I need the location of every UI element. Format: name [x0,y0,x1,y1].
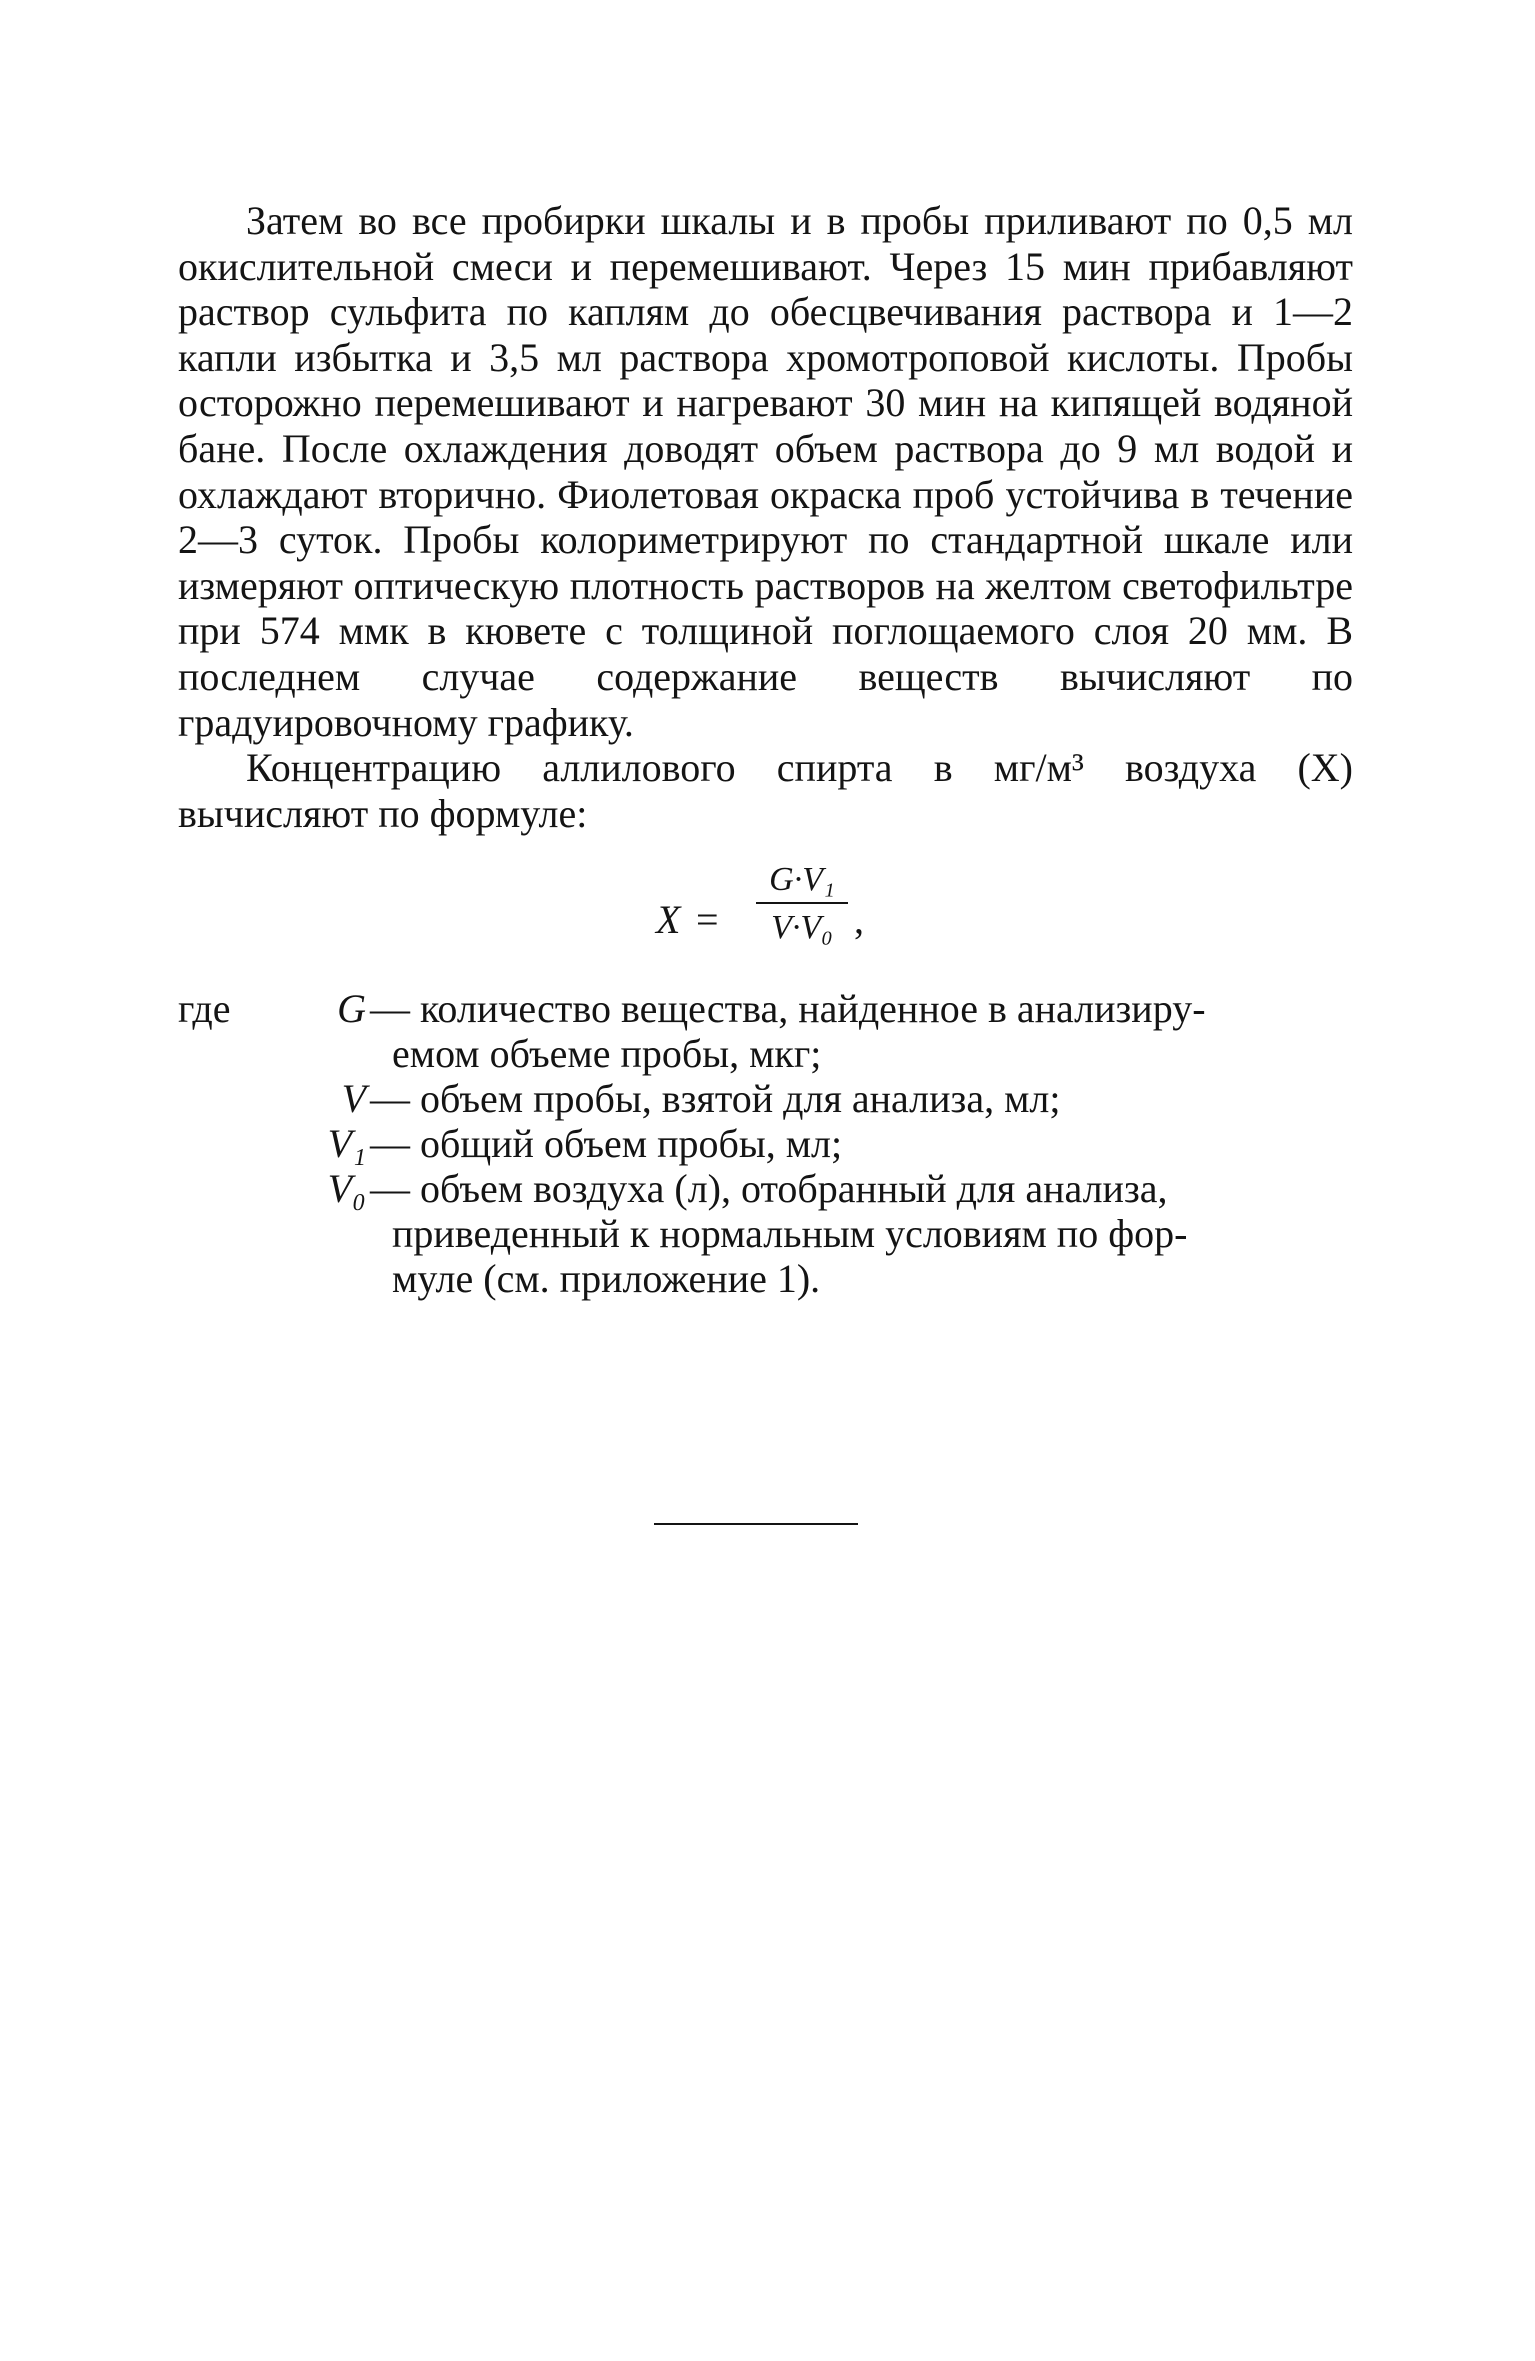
where-label: где [178,986,231,1032]
definition-v0 [178,1166,1353,1301]
definition-text: — объем воздуха (л), отобранный для анализа, [370,1166,1168,1212]
definition-symbol: V₁ [327,1121,366,1167]
definition-symbol: V [341,1076,366,1122]
definition-text-cont: емом объеме пробы, мкг; [392,1031,822,1077]
page-body [178,198,1353,1301]
definition-symbol: G [337,986,366,1032]
definition-text-cont: приведенный к нормальным условиям по фор- [392,1211,1188,1257]
formula-denominator: V·V₀ [771,909,833,947]
definition-g [178,986,1353,1076]
formula-lhs: X [656,897,681,943]
formula-numerator: G·V₁ [769,861,835,899]
definition-symbol: V₀ [327,1166,366,1212]
definition-text: — количество вещества, найденное в анализиру- [370,986,1206,1032]
formula-fraction [756,860,848,948]
definition-v [178,1076,1353,1121]
definitions-list [178,986,1353,1301]
fraction-bar [756,902,848,904]
definition-v1 [178,1121,1353,1166]
definition-text: — общий объем пробы, мл; [370,1121,843,1167]
definition-text-cont: муле (см. приложение 1). [392,1256,821,1302]
formula-equals: = [696,897,719,943]
formula [178,860,1353,978]
closing-rule [654,1523,858,1525]
paragraph-procedure: Затем во все пробирки шкалы и в пробы приливают по 0,5 мл окислительной смеси и перемешивают. Через 15 мин прибавляют раствор сульфита по каплям до обесцвечивания раствора и 1—2 капли избытка и 3,5 мл раствора хромотроповой кислоты. Пробы осторожно перемешивают и нагревают 30 мин на кипящей водяной бане. После охлаждения доводят объем раствора до 9 мл водой и охлаждают вторично. Фиолетовая окраска проб устойчива в течение 2—3 суток. Пробы колориметрируют по стандартной шкале или измеряют оптическую плотность растворов на желтом светофильтре при 574 ммк в кювете с толщиной поглощаемого слоя 20 мм. В последнем случае содержание веществ вычисляют по градуировочному графику. [178,198,1353,745]
formula-comma: , [854,897,864,943]
definition-text: — объем пробы, взятой для анализа, мл; [370,1076,1061,1122]
paragraph-concentration: Концентрацию аллилового спирта в мг/м³ воздуха (X) вычисляют по формуле: [178,745,1353,836]
